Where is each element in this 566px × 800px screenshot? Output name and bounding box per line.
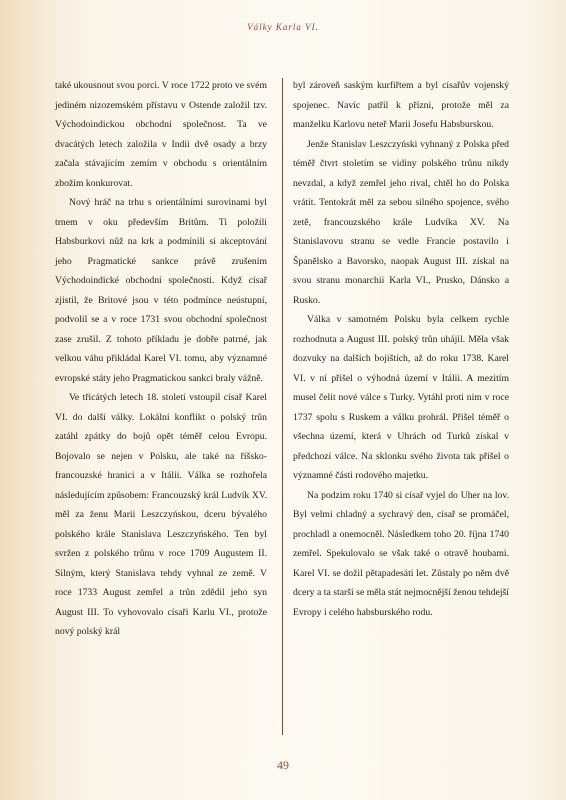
- paragraph: Jenže Stanislav Leszczyński vyhnaný z Polska před téměř čtvrt stoletím se vidiny polského trůnu nikdy nevzdal, a když zemřel jeho rival, chtěl ho do Polska vrátit. Tentokrát měl za sebou silného spojence, svého zetě, francouzského krále Ludvíka XV. Na Stanislavovu stranu se vedle Francie postavilo i Španělsko a Bavorsko, naopak August III. získal na svou stranu monarchii Karla VI., Prusko, Dánsko a Rusko.: [293, 138, 509, 306]
- right-text-column: [293, 76, 509, 622]
- column-divider: [282, 78, 283, 735]
- paragraph: Nový hráč na trhu s orientálními surovinami byl trnem v oku především Britům. Ti položili Habsburkovi nůž na krk a podmínili si akceptování jeho Pragmatické sankce právě zrušením Východoindické obchodní společnosti. Když císař zjistil, že Britové jsou v této podmínce neústupní, podvolil se a v roce 1731 svou obchodní společnost zase zrušil. Z tohoto příkladu je dobře patrné, jak velkou váhu přikládal Karel VI. tomu, aby významné evropské státy jeho Pragmatickou sankci braly vážně.: [55, 197, 267, 384]
- page-number: 49: [277, 758, 289, 772]
- paragraph: Válka v samotném Polsku byla celkem rychle rozhodnuta a August III. polský trůn uhájil. Měla však dozvuky na dalších bojištích, až do roku 1738. Karel VI. v ní přišel o výhodná území v Itálii. A mezitím musel čelit nové válce s Turky. Vytáhl proti nim v roce 1737 spolu s Ruskem a válku prohrál. Přišel téměř o všechna území, která v Uhrách od Turků získal v předchozí válce. Na sklonku svého života tak přišel o významné části rodového majetku.: [293, 314, 509, 482]
- running-header: Války Karla VI.: [247, 22, 319, 32]
- paragraph: byl zároveň saským kurfiřtem a byl císařův vojenský spojenec. Navíc patřil k přízni, protože měl za manželku Karlovu neteř Marii Josefu Habsburskou.: [293, 80, 509, 131]
- paragraph: Na podzim roku 1740 si císař vyjel do Uher na lov. Byl velmi chladný a sychravý den, císař se promáčel, prochladl a onemocněl. Následkem toho 20. října 1740 zemřel. Spekulovalo se však také o otravě houbami. Karel VI. se dožil pětapadesáti let. Zůstaly po něm dvě dcery a ta starší se měla stát nejmocnější ženou tehdejší Evropy i celého habsburského rodu.: [293, 489, 509, 618]
- paragraph: Ve třicátých letech 18. století vstoupil císař Karel VI. do další války. Lokální konflikt o polský trůn zatáhl zpátky do bojů opět téměř celou Evropu. Bojovalo se nejen v Polsku, ale také na říšsko-francouzské hranici a v Itálii. Válka se rozhořela následujícím způsobem: Francouzský král Ludvík XV. měl za ženu Marii Leszczyńskou, dceru bývalého polského krále Stanislava Leszczyńského. Ten byl svržen z polského trůnu v roce 1709 Augustem II. Silným, který Stanislava tehdy vyhnal ze země. V roce 1733 August zemřel a trůn zdědil jeho syn August III. To vyhovovalo císaři Karlu VI., protože nový polský král: [55, 392, 267, 638]
- paragraph: také ukousnout svou porci. V roce 1722 proto ve svém jediném nizozemském přístavu v Ostende založil tzv. Východoindickou obchodní společnost. Ta ve dvacátých letech založila v Indii dvě osady a brzy začala stávajícím zemím v obchodu s orientálním zbožím konkurovat.: [55, 80, 267, 189]
- left-text-column: [55, 76, 267, 642]
